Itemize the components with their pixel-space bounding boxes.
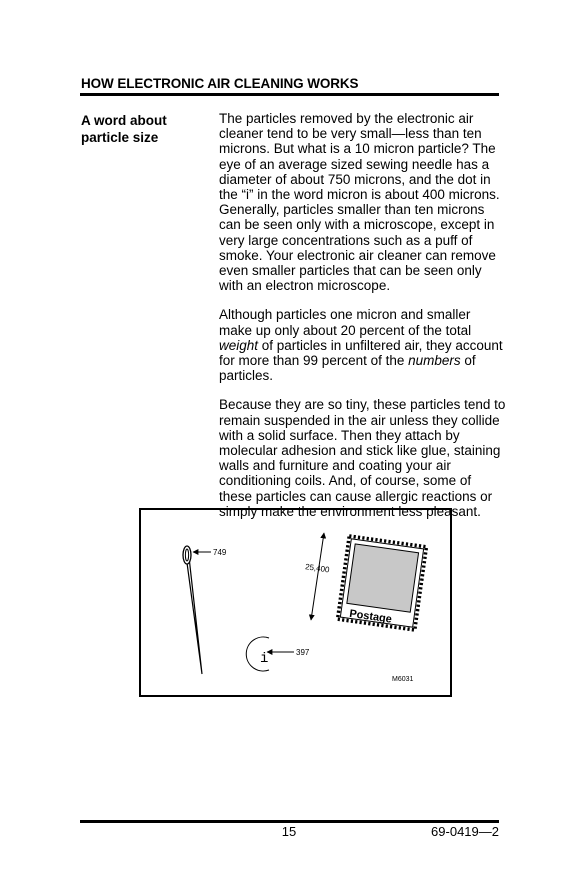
text-line: molecular adhesion and stick like glue, staining <box>219 443 501 459</box>
text-line: Because they are so tiny, these particles tend to <box>219 397 506 413</box>
text-line: particles. <box>219 368 274 384</box>
text-line: simply make the environment less pleasant. <box>219 503 481 519</box>
bottom-rule <box>80 820 499 823</box>
particle-size-figure <box>139 508 452 697</box>
text-line: The particles removed by the electronic air <box>219 111 474 126</box>
side-heading-line-2: particle size <box>81 130 159 145</box>
text-line: Generally, particles smaller than ten microns <box>219 202 485 218</box>
text-line: Although particles one micron and smaller <box>219 307 471 323</box>
text-line: with an electron microscope. <box>219 278 391 294</box>
paragraph-2 <box>219 307 504 383</box>
text-run: of <box>460 353 476 369</box>
paragraph-1 <box>219 111 504 293</box>
document-number: 69-0419—2 <box>431 824 499 839</box>
stamp-text: Postage <box>348 607 393 626</box>
text-line: cleaner tend to be very small—less than ten <box>219 126 482 142</box>
text-run: of particles in unfiltered air, they account <box>258 337 503 353</box>
text-line: make up only about 20 percent of the total <box>219 322 472 338</box>
text-line: microns. But what is a 10 micron particle? The <box>219 141 496 157</box>
stamp-dimension-arrow <box>311 533 324 620</box>
figure-illustration <box>141 510 450 695</box>
text-line: even smaller particles that can be seen only <box>219 263 482 279</box>
text-line: these particles can cause allergic reactions or <box>219 488 493 504</box>
paragraph-3 <box>219 397 504 519</box>
text-line: eye of an average sized sewing needle has a <box>219 156 490 172</box>
italic-word-weight: weight <box>219 337 259 353</box>
text-line: smoke. Your electronic air cleaner can remove <box>219 247 496 263</box>
side-heading <box>81 112 201 146</box>
body-column <box>219 111 504 533</box>
text-run: for more than 99 percent of the <box>219 353 409 369</box>
figure-id: M6031 <box>392 676 414 683</box>
postage-stamp-icon <box>338 536 427 630</box>
side-heading-line-1: A word about <box>81 113 167 128</box>
page-number: 15 <box>281 824 297 839</box>
top-rule <box>80 93 499 96</box>
italic-word-numbers: numbers <box>408 353 461 369</box>
needle-icon <box>183 546 202 674</box>
text-line: the “i” in the word micron is about 400 microns. <box>219 187 500 203</box>
text-line: diameter of about 750 microns, and the dot in <box>219 171 491 187</box>
text-line: walls and furniture and coating your air <box>219 458 451 474</box>
text-line: with a solid surface. Then they attach by <box>219 427 460 443</box>
text-line <box>219 353 504 368</box>
text-line: very large concentrations such as a puff of <box>219 232 473 248</box>
text-line: remain suspended in the air unless they collide <box>219 412 500 428</box>
text-line: can be seen only with a microscope, except in <box>219 217 495 233</box>
text-line <box>219 338 504 353</box>
stamp-dimension-label: 25,400 <box>304 562 331 575</box>
text-line: conditioning coils. And, of course, some of <box>219 473 472 489</box>
needle-label: 749 <box>213 548 227 557</box>
section-title: HOW ELECTRONIC AIR CLEANING WORKS <box>81 76 359 91</box>
dot-label: 397 <box>296 648 310 657</box>
letter-i: i <box>260 651 269 667</box>
